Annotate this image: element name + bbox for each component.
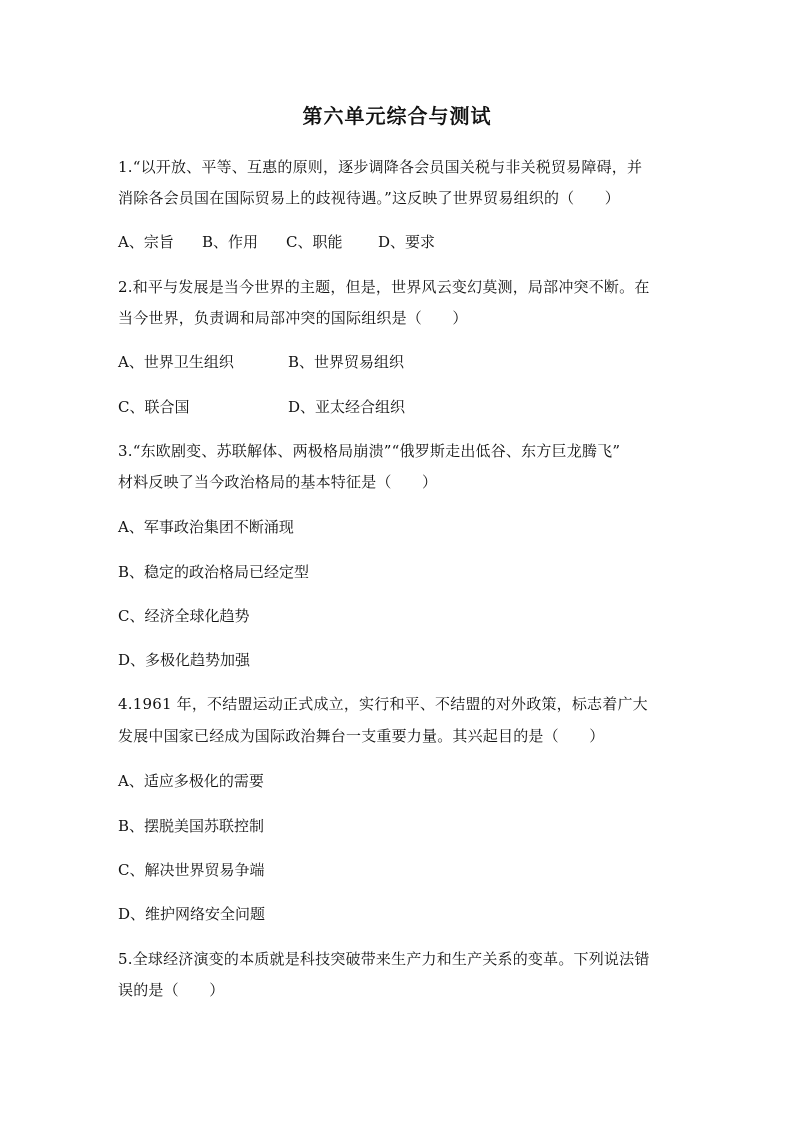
question-3-option-d: D、多极化趋势加强 <box>118 651 251 669</box>
question-4-option-a: A、适应多极化的需要 <box>118 772 264 790</box>
question-2-options-row-1 <box>118 351 404 373</box>
question-1-line-2: 消除各会员国在国际贸易上的歧视待遇。”这反映了世界贸易组织的（ ） <box>118 189 620 207</box>
option-d: D、要求 <box>378 233 436 251</box>
question-3-option-c: C、经济全球化趋势 <box>118 607 250 625</box>
question-5-line-1: 5.全球经济演变的本质就是科技突破带来生产力和生产关系的变革。下列说法错 <box>118 950 650 968</box>
question-1-options <box>118 231 435 253</box>
question-2-line-1: 2.和平与发展是当今世界的主题，但是，世界风云变幻莫测，局部冲突不断。在 <box>118 278 650 296</box>
option-c: C、联合国 <box>118 398 190 416</box>
question-3-option-b: B、稳定的政治格局已经定型 <box>118 563 310 581</box>
question-4-option-b: B、摆脱美国苏联控制 <box>118 817 265 835</box>
question-4-line-2: 发展中国家已经成为国际政治舞台一支重要力量。其兴起目的是（ ） <box>118 727 605 745</box>
option-a: A、世界卫生组织 <box>118 353 234 371</box>
question-4-option-d: D、维护网络安全问题 <box>118 905 266 923</box>
question-2-options-row-2 <box>118 396 405 418</box>
question-3-line-1: 3.“东欧剧变、苏联解体、两极格局崩溃”“俄罗斯走出低谷、东方巨龙腾飞” <box>118 442 621 460</box>
question-4-line-1: 4.1961 年，不结盟运动正式成立，实行和平、不结盟的对外政策，标志着广大 <box>118 695 648 713</box>
question-2-line-2: 当今世界，负责调和局部冲突的国际组织是（ ） <box>118 309 468 327</box>
page-title: 第六单元综合与测试 <box>302 104 492 128</box>
option-d: D、亚太经合组织 <box>288 398 406 416</box>
question-1-line-1: 1.“以开放、平等、互惠的原则，逐步调降各会员国关税与非关税贸易障碍，并 <box>118 158 643 176</box>
question-3-line-2: 材料反映了当今政治格局的基本特征是（ ） <box>118 473 438 491</box>
question-5-line-2: 误的是（ ） <box>118 981 225 999</box>
option-b: B、世界贸易组织 <box>288 353 405 371</box>
question-3-option-a: A、军事政治集团不断涌现 <box>118 518 294 536</box>
option-a: A、宗旨 <box>118 233 174 251</box>
option-b: B、作用 <box>202 233 259 251</box>
question-4-option-c: C、解决世界贸易争端 <box>118 861 265 879</box>
option-c: C、职能 <box>286 233 343 251</box>
